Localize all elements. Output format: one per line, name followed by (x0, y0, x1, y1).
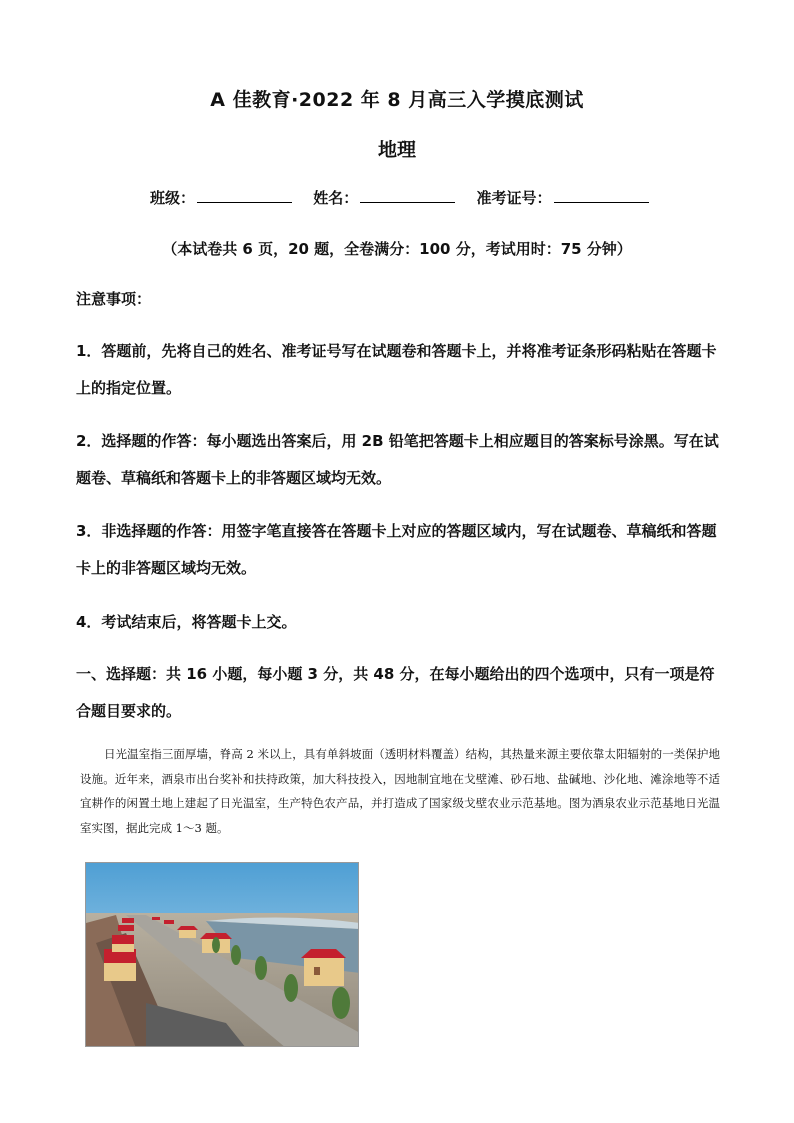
exam-id-field (477, 187, 649, 208)
name-label: 姓名： (313, 189, 359, 207)
greenhouse-photo-illustration (86, 863, 359, 1047)
exam-id-label: 准考证号： (476, 189, 552, 207)
student-info-fields (150, 187, 670, 208)
class-label: 班级： (150, 189, 196, 207)
notice-item-3: 3．非选择题的作答：用签字笔直接答在答题卡上对应的答题区域内，写在试题卷、草稿纸和答题卡上的非答题区域均无效。 (76, 522, 717, 577)
name-blank (360, 189, 455, 203)
notice-item-2: 2．选择题的作答：每小题选出答案后，用 2B 铅笔把答题卡上相应题目的答案标号涂黑。写在试题卷、草稿纸和答题卡上的非答题区域均无效。 (76, 432, 719, 487)
class-blank (197, 189, 292, 203)
section-one-heading: 一、选择题：共 16 小题，每小题 3 分，共 48 分，在每小题给出的四个选项中，只有一项是符合题目要求的。 (76, 665, 715, 720)
notice-item-4: 4．考试结束后，将答题卡上交。 (76, 613, 297, 631)
exam-id-blank (554, 189, 649, 203)
reading-passage: 日光温室指三面厚墙，脊高 2 米以上，具有单斜坡面（透明材料覆盖）结构，其热量来源主要依靠太阳辐射的一类保护地设施。近年来，酒泉市出台奖补和扶持政策，加大科技投入，因地制宜地在戈壁滩、砂石地、盐碱地、沙化地、滩涂地等不适宜耕作的闲置土地上建起了日光温室，生产特色农产品，并打造成了国家级戈壁农业示范基地。图为酒泉农业示范基地日光温室实图，据此完成 1～3 题。 (80, 747, 720, 835)
name-field (313, 187, 455, 208)
subject-title: 地理 (377, 139, 416, 161)
exam-title: A 佳教育·2022 年 8 月高三入学摸底测试 (210, 89, 584, 111)
class-field (150, 187, 292, 208)
notice-item-1: 1．答题前，先将自己的姓名、准考证号写在试题卷和答题卡上，并将准考证条形码粘贴在答题卡上的指定位置。 (76, 342, 717, 397)
notice-title: 注意事项： (76, 290, 152, 308)
exam-info: （本试卷共 6 页，20 题，全卷满分：100 分，考试用时：75 分钟） (162, 240, 632, 258)
greenhouse-photo (85, 862, 359, 1047)
